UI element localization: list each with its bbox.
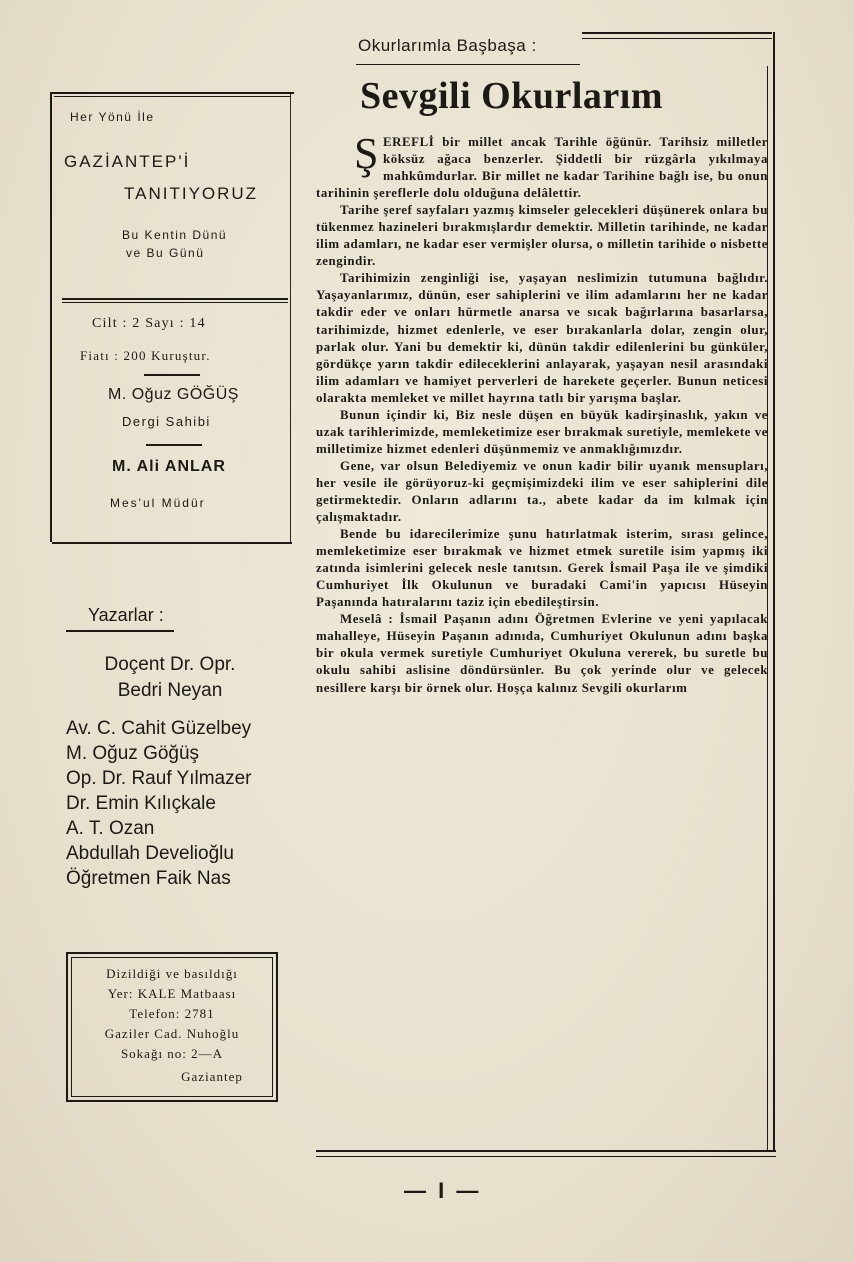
masthead-top-rule <box>52 92 294 94</box>
article-paragraph: Tarihe şeref sayfaları yazmış kimseler gelecekleri düşünerek onlara bu tükenmez hazineleri bırakmışlardır demektir. Milletin tarihinde, ne kadar ilim adamları, ne kadar eser vermişler olursa, o milletin tarihide o nisbette zengindir. <box>316 203 768 269</box>
article-paragraph: Gene, var olsun Belediyemiz ve onun kadir bilir uyanık mensupları, her vesile ile görüyoruz-ki geçmişimizdeki ilim ve eser sahiplerini dile getirmektedir. Onların adlarını ta., abete kadar da im kılmak için çalışmaktadır. <box>316 458 768 525</box>
page-number: — I — <box>404 1178 482 1203</box>
article-title: Sevgili Okurlarım <box>360 75 663 117</box>
writers-centered-list <box>60 652 280 704</box>
writer-entry: Doçent Dr. Opr. <box>104 654 236 675</box>
article-paragraph <box>316 129 768 202</box>
price: Fiatı : 200 Kuruştur. <box>80 348 211 363</box>
printer-line: Telefon: 2781 <box>129 1006 215 1021</box>
article-paragraph: Bunun içindir ki, Biz nesle düşen en büyük kadirşinaslık, yakın ve uzak tarihlerimizde, memleketimize eser bırakmak suretiyle, memlekete ve milletimize hizmet edenleri düşünmemiz ve anmaklığımızdır. <box>316 407 768 456</box>
printer-box <box>66 952 278 1102</box>
article-paragraph: Bende bu idarecilerimize şunu hatırlatmak isterim, sırası gelince, memleketimize eser bırakmak ve hizmet etmek suretile isim yapmış iki zatında isimlerini gelecek nesle tanıtsın. Gerek İsmail Paşa ile ve şimdiki Cumhuriyet İlk Okulunun ve buradaki Cami'in yapıcısı Hüseyin Paşanında hatıralarını taziz için ebedileştirsin. <box>316 527 768 610</box>
printer-line: Dizildiği ve basıldığı <box>106 966 238 981</box>
printer-line: Gaziantep <box>181 1069 243 1084</box>
writers-list <box>66 716 252 891</box>
masthead-past-line1: Bu Kentin Dünü <box>122 228 228 242</box>
column-top-rule <box>582 32 772 34</box>
article-first-paragraph: EREFLİ bir millet ancak Tarihle öğünür. Tarihsiz milletler köksüz ağaca benzerler. Şiddetli bir rüzgârla yıkılmaya mahkûmdurlar. Bir millet ne kadar Tarihine bağlı ise, bu onun tarihinin şereflerle dolu olduğuna delâlettir. <box>316 135 768 201</box>
masthead-top-rule-thin <box>54 96 290 97</box>
writers-heading: Yazarlar : <box>88 605 164 625</box>
masthead-bottom-rule <box>52 542 292 544</box>
writer-entry: Op. Dr. Rauf Yılmazer <box>66 768 252 789</box>
article-body <box>316 129 768 697</box>
writer-entry: Bedri Neyan <box>117 680 223 701</box>
bottom-rule-thin <box>316 1156 776 1157</box>
writer-entry: Av. C. Cahit Güzelbey <box>66 718 252 739</box>
article-paragraph: Meselâ : İsmail Paşanın adını Öğretmen Evlerine ve yeni yapılacak mahalleye, Hüseyin Paşanın adınıda, Cumhuriyet Okulunun adını başka bir okula vermek suretiyle Cumhuriyet Okuluna vererek, bu suretle bu okulu sahibi aslisine döndürsünler. Bu çok yerinde olur ve gelecek nesillere karşı bir örnek olur. Hoşça kalınız Sevgili okurlarım <box>316 612 768 695</box>
editor-rule <box>146 444 202 446</box>
writer-entry: A. T. Ozan <box>66 818 155 839</box>
manager-name: M. Ali ANLAR <box>112 458 226 475</box>
writer-entry: Abdullah Develioğlu <box>66 843 234 864</box>
masthead-city: GAZİANTEP'İ <box>64 152 191 171</box>
bottom-rule <box>316 1150 776 1152</box>
writer-entry: M. Oğuz Göğüş <box>66 743 200 764</box>
section-heading-rule <box>356 64 580 65</box>
manager-role: Mes'ul Müdür <box>110 496 206 510</box>
masthead-introducing: TANITIYORUZ <box>124 184 259 203</box>
masthead-tagline: Her Yönü İle <box>70 110 155 124</box>
masthead-box <box>50 92 291 542</box>
masthead-divider <box>62 298 288 300</box>
printer-line: Yer: KALE Matbaası <box>107 986 237 1001</box>
masthead-past-line2: ve Bu Günü <box>126 246 205 260</box>
article-paragraph: Tarihimizin zenginliği ise, yaşayan neslimizin tutumuna bağlıdır. Yaşayanlarımız, dünün, eser sahiplerini ve ilim adamlarını her ne kadar takdir eder ve onları hürmetle anarsa ve sıcak bağırlarına basarlarsa, tarihimizde, hizmet edenlerle, ve eser bırakanlarla dolar, zengin olur, parlak olur. Yani bu demektir ki, dünün takdir edilenlerini bu günküler, gördükçe yarın takdir edileceklerini anlayarak, yaşayan nesil arasındaki ilim adamları ve hamiyet perverleri de harekete geçerler. Bunun neticesi olarakta memleket ve millet hayrına tatlı bir yarışma başlar. <box>316 271 768 405</box>
writers-heading-rule <box>66 630 174 632</box>
price-rule <box>144 374 200 376</box>
writer-entry: Öğretmen Faik Nas <box>66 868 231 889</box>
column-top-rule-thin <box>582 38 772 39</box>
writer-entry: Dr. Emin Kılıçkale <box>66 793 216 814</box>
masthead-divider-thin <box>62 302 288 303</box>
volume-issue: Cilt : 2 Sayı : 14 <box>92 316 206 331</box>
editor-name: M. Oğuz GÖĞÜŞ <box>108 386 239 403</box>
editor-role: Dergi Sahibi <box>122 414 211 429</box>
column-side-rule <box>773 32 775 1150</box>
printer-line: Gaziler Cad. Nuhoğlu <box>104 1026 240 1041</box>
section-heading: Okurlarımla Başbaşa : <box>358 36 537 55</box>
drop-cap: Ş <box>354 129 380 178</box>
printer-line: Sokağı no: 2—A <box>120 1046 224 1061</box>
